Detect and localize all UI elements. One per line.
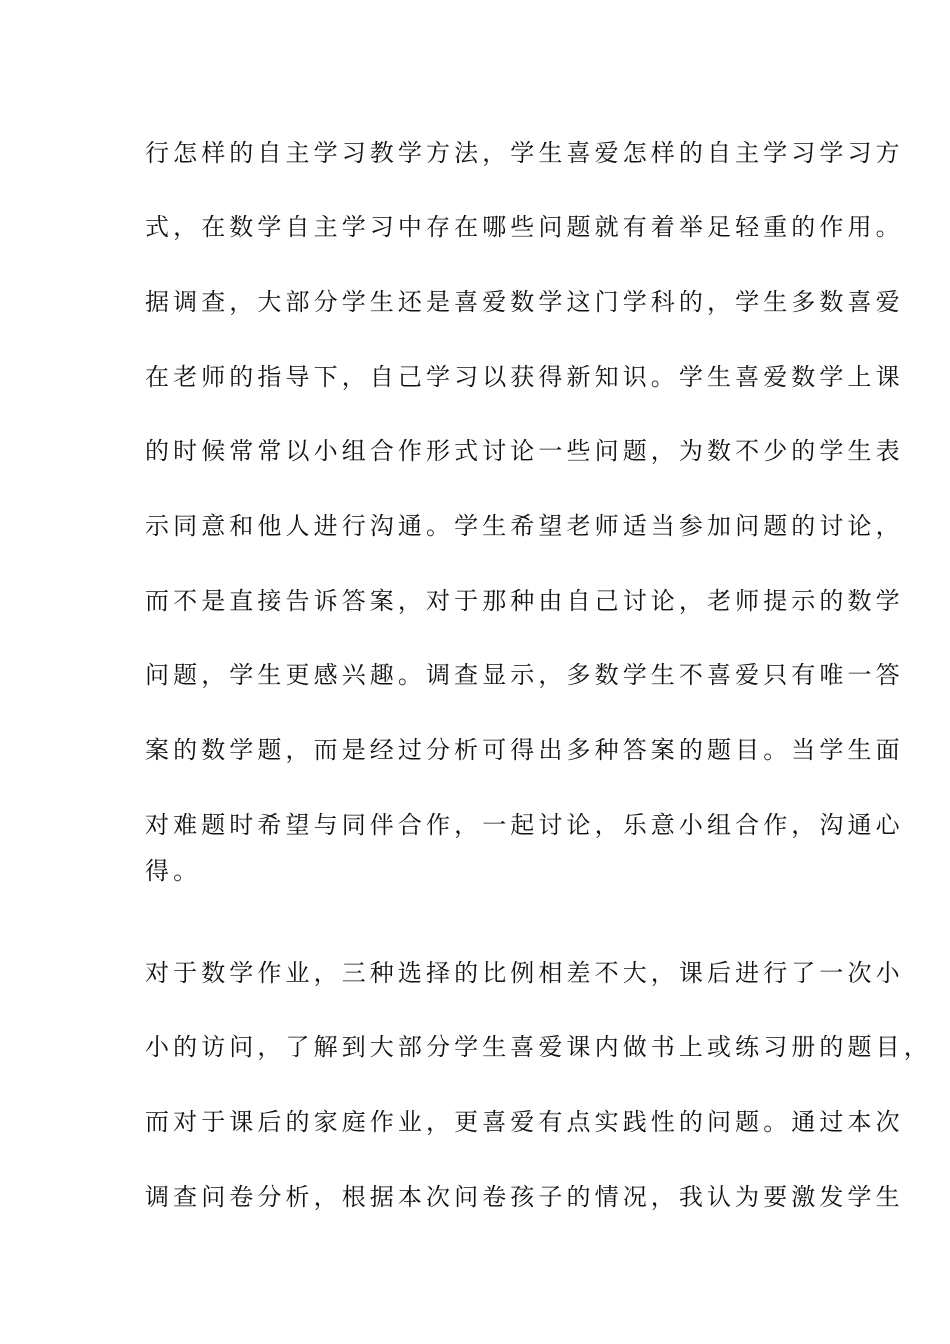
text-line: 式，在数学自主学习中存在哪些问题就有着举足轻重的作用。: [145, 213, 904, 241]
text-line: 对于数学作业，三种选择的比例相差不大，课后进行了一次小: [145, 959, 904, 987]
text-line: 在老师的指导下，自己学习以获得新知识。学生喜爱数学上课: [145, 363, 904, 391]
text-line: 问题，学生更感兴趣。调查显示，多数学生不喜爱只有唯一答: [145, 661, 904, 689]
text-line: 而对于课后的家庭作业，更喜爱有点实践性的问题。通过本次: [145, 1108, 904, 1136]
text-line: 据调查，大部分学生还是喜爱数学这门学科的，学生多数喜爱: [145, 288, 904, 316]
text-line: 的时候常常以小组合作形式讨论一些问题，为数不少的学生表: [145, 437, 904, 465]
text-line: 调查问卷分析，根据本次问卷孩子的情况，我认为要激发学生: [145, 1183, 904, 1211]
text-line: 示同意和他人进行沟通。学生希望老师适当参加问题的讨论，: [145, 512, 904, 540]
text-line: 案的数学题，而是经过分析可得出多种答案的题目。当学生面: [145, 736, 904, 764]
text-line: 对难题时希望与同伴合作，一起讨论，乐意小组合作，沟通心: [145, 811, 904, 839]
text-line: 而不是直接告诉答案，对于那种由自己讨论，老师提示的数学: [145, 587, 904, 615]
text-line: 得。: [145, 857, 202, 885]
text-line: 行怎样的自主学习教学方法，学生喜爱怎样的自主学习学习方: [145, 139, 904, 167]
text-line: 小的访问，了解到大部分学生喜爱课内做书上或练习册的题目，: [145, 1033, 932, 1061]
